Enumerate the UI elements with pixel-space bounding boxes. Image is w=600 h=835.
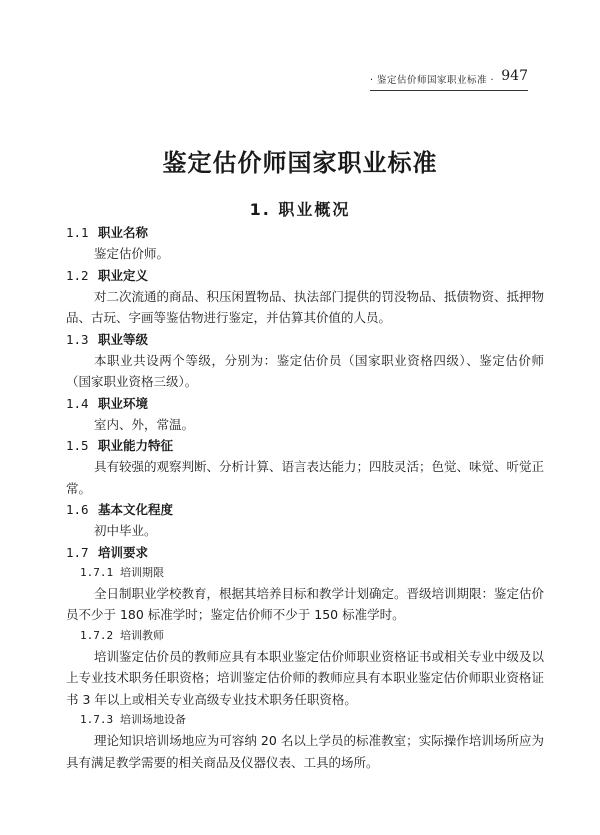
paragraph-1-3: 本职业共设两个等级，分别为：鉴定估价员（国家职业资格四级）、鉴定估价师（国家职业资格三级）。 — [66, 352, 544, 389]
heading-1-4 — [66, 394, 544, 414]
heading-1-7-1 — [80, 563, 544, 583]
heading-1-5 — [66, 436, 544, 456]
heading-number: 1.6 — [66, 502, 89, 517]
heading-1-7 — [66, 543, 544, 563]
heading-number: 1.7.3 — [80, 713, 114, 726]
heading-text: 职业定义 — [98, 267, 149, 283]
heading-text: 培训教师 — [120, 628, 164, 642]
paragraph-1-7-2: 培训鉴定估价员的教师应具有本职业鉴定估价师职业资格证书或相关专业中级及以上专业技术职务任职资格；培训鉴定估价师的教师应具有本职业鉴定估价师职业资格证书 3 年以上或相关专业高级专业技术职务任职资格。 — [66, 648, 545, 707]
heading-1-7-3 — [80, 710, 544, 730]
paragraph-1-1: 鉴定估价师。 — [94, 246, 170, 261]
paragraph-1-6: 初中毕业。 — [94, 523, 157, 538]
heading-number: 1.7.1 — [80, 565, 114, 579]
heading-1-1 — [66, 223, 544, 243]
heading-1-7-2 — [80, 626, 544, 646]
heading-number: 1.5 — [66, 438, 89, 453]
heading-number: 1.2 — [66, 267, 89, 283]
paragraph-1-4: 室内、外，常温。 — [94, 416, 195, 432]
section-title: 1. 职业概况 — [249, 200, 351, 219]
paragraph-1-7-1: 全日制职业学校教育，根据其培养目标和教学计划确定。晋级培训期限：鉴定估价员不少于 180 标准学时；鉴定估价师不少于 150 标准学时。 — [66, 585, 545, 622]
heading-text: 职业等级 — [98, 331, 149, 347]
header-rule — [370, 90, 528, 91]
document-body — [66, 222, 544, 773]
heading-text: 职业名称 — [98, 225, 149, 240]
running-title: · 鉴定估价师国家职业标准 · — [370, 75, 495, 86]
heading-1-2 — [66, 266, 544, 286]
page-title: 鉴定估价师国家职业标准 — [162, 149, 438, 177]
heading-text: 职业能力特征 — [98, 438, 174, 453]
heading-text: 职业环境 — [98, 395, 149, 411]
paragraph-1-7-3: 理论知识培训场地应为可容纳 20 名以上学员的标准教室；实际操作培训场所应为具有满足教学需要的相关商品及仪器仪表、工具的场所。 — [66, 733, 544, 770]
page-number: 947 — [501, 68, 528, 84]
running-header — [370, 68, 528, 90]
heading-text: 培训场地设备 — [120, 713, 186, 726]
heading-number: 1.3 — [66, 331, 89, 347]
heading-number: 1.4 — [66, 395, 89, 411]
heading-text: 基本文化程度 — [98, 502, 174, 517]
heading-1-6 — [66, 500, 544, 520]
heading-1-3 — [66, 330, 544, 350]
heading-number: 1.7.2 — [80, 628, 114, 642]
heading-number: 1.7 — [66, 544, 89, 560]
heading-text: 培训期限 — [120, 565, 164, 579]
paragraph-1-2: 对二次流通的商品、积压闲置物品、执法部门提供的罚没物品、抵债物资、抵押物品、古玩、字画等鉴估物进行鉴定，并估算其价值的人员。 — [66, 288, 545, 325]
paragraph-1-5: 具有较强的观察判断、分析计算、语言表达能力；四肢灵活；色觉、味觉、听觉正常。 — [66, 459, 545, 496]
heading-text: 培训要求 — [98, 544, 149, 560]
heading-number: 1.1 — [66, 225, 89, 240]
